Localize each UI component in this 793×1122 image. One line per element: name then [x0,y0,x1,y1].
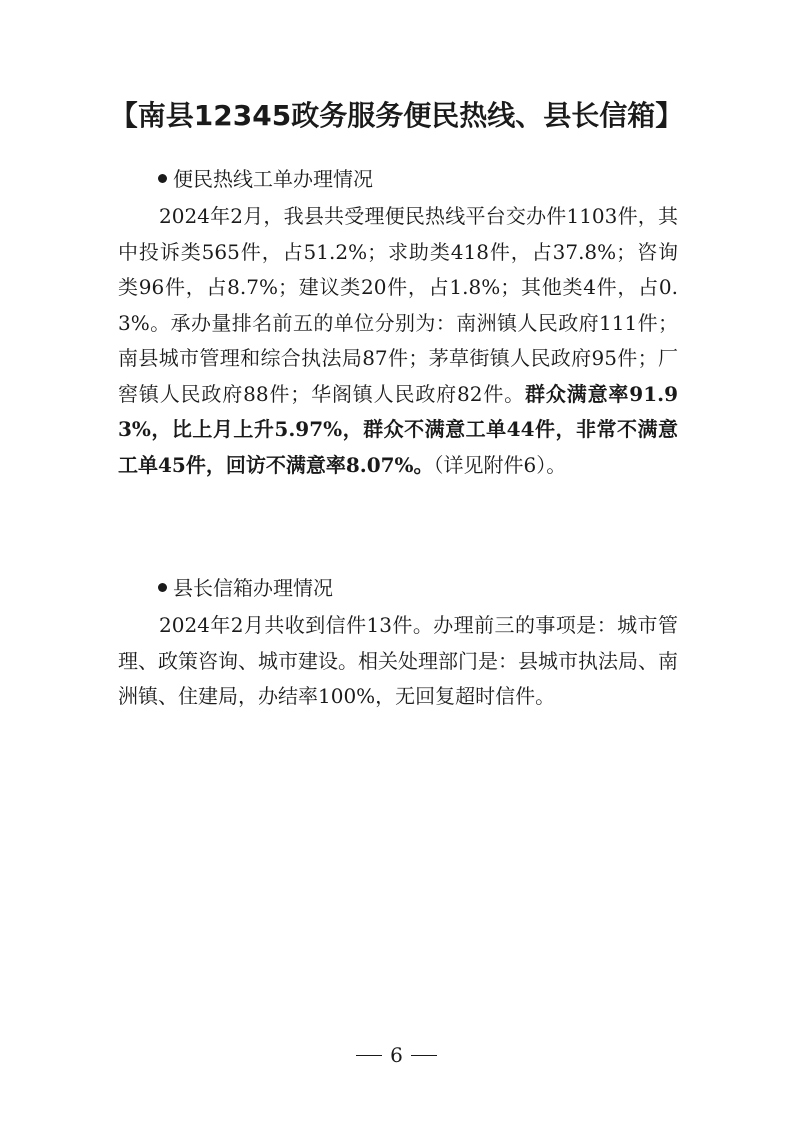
mailbox-paragraph [118,608,678,715]
mailbox-text: 2024年2月共收到信件13件。办理前三的事项是：城市管理、政策咨询、城市建设。相关处理部门是：县城市执法局、南洲镇、住建局，办结率100%，无回复超时信件。 [118,613,678,708]
document-title: 【南县12345政务服务便民热线、县长信箱】 [109,99,684,132]
section-heading-hotline [158,164,373,194]
hotline-paragraph [118,199,678,483]
dash-icon [356,1055,382,1056]
section-heading-text: 县长信箱办理情况 [173,576,333,600]
hotline-text: 2024年2月，我县共受理便民热线平台交办件1103件，其中投诉类565件，占51.2%；求助类418件，占37.8%；咨询类96件，占8.7%；建议类20件，占1.8%；其他类4件，占0.3%。承办量排名前五的单位分别为：南洲镇人民政府111件；南县城市管理和综合执法局87件；茅草街镇人民政府95件；厂窖镇人民政府88件；华阁镇人民政府82件。 [118,204,678,406]
bullet-icon [158,174,167,183]
section-heading-text: 便民热线工单办理情况 [173,167,373,191]
bullet-icon [158,583,167,592]
section-heading-mailbox [158,573,333,603]
dash-icon [411,1055,437,1056]
attachment-reference: （详见附件6）。 [433,452,567,477]
page-footer [0,1040,793,1070]
page-number: 6 [390,1043,403,1067]
satisfaction-highlight: 群众满意率91.93%，比上月上升5.97%，群众不满意工单44件，非常不满意工单45件，回访不满意率8.07%。 [118,381,678,477]
